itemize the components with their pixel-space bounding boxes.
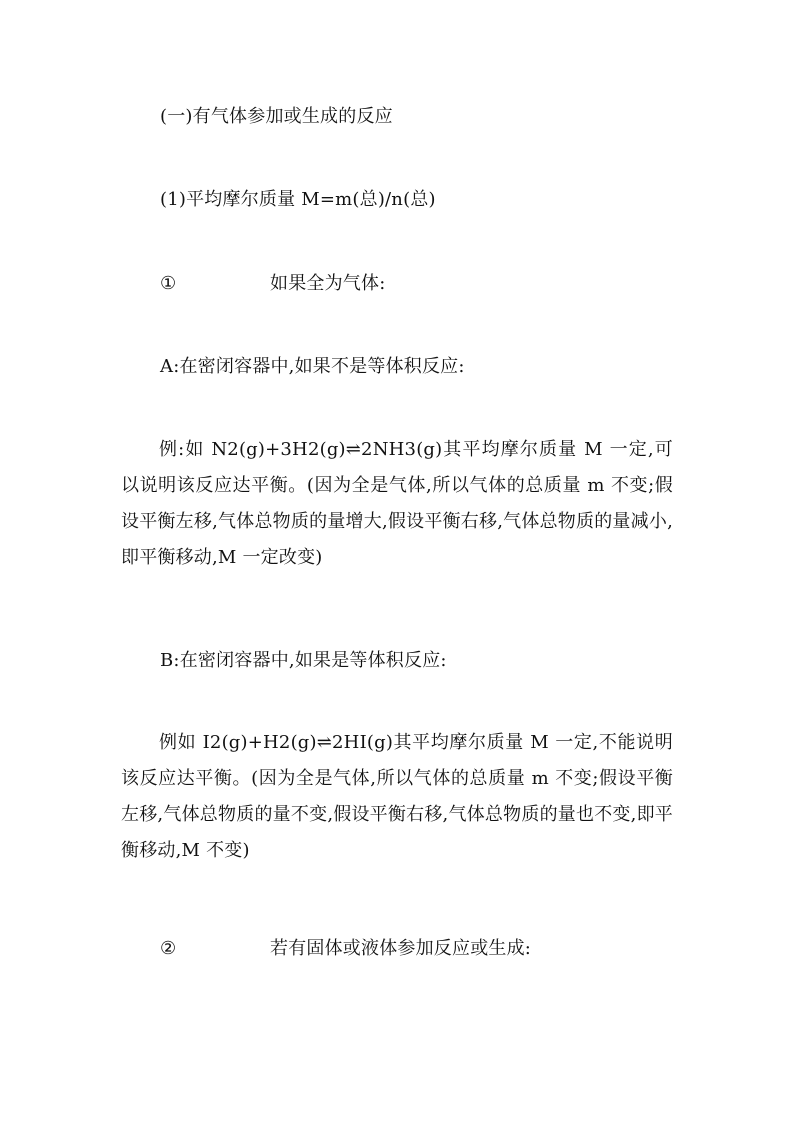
case-a-heading: A:在密闭容器中,如果不是等体积反应:: [160, 356, 465, 377]
item-1: [160, 273, 385, 295]
item-2-marker: ②: [160, 938, 177, 959]
item-2-text: 若有固体或液体参加反应或生成:: [270, 938, 532, 959]
subheading-average-molar-mass: (1)平均摩尔质量 M=m(总)/n(总): [160, 189, 436, 210]
item-1-text: 如果全为气体:: [270, 273, 386, 294]
case-b-example: 例如 I2(g)+H2(g)⇌2HI(g)其平均摩尔质量 M 一定,不能说明该反应达平衡。(因为全是气体,所以气体的总质量 m 不变;假设平衡左移,气体总物质的量不变,假设平衡右移,气体总物质的量也不变,即平衡移动,M 不变): [121, 732, 673, 861]
item-1-marker: ①: [160, 273, 177, 294]
item-2: [160, 938, 531, 960]
section-heading: (一)有气体参加或生成的反应: [160, 106, 393, 127]
case-a-example: 例:如 N2(g)+3H2(g)⇌2NH3(g)其平均摩尔质量 M 一定,可以说明该反应达平衡。(因为全是气体,所以气体的总质量 m 不变;假设平衡左移,气体总物质的量增大,假设平衡右移,气体总物质的量减小,即平衡移动,M 一定改变): [121, 439, 673, 568]
case-b-heading: B:在密闭容器中,如果是等体积反应:: [160, 650, 447, 671]
